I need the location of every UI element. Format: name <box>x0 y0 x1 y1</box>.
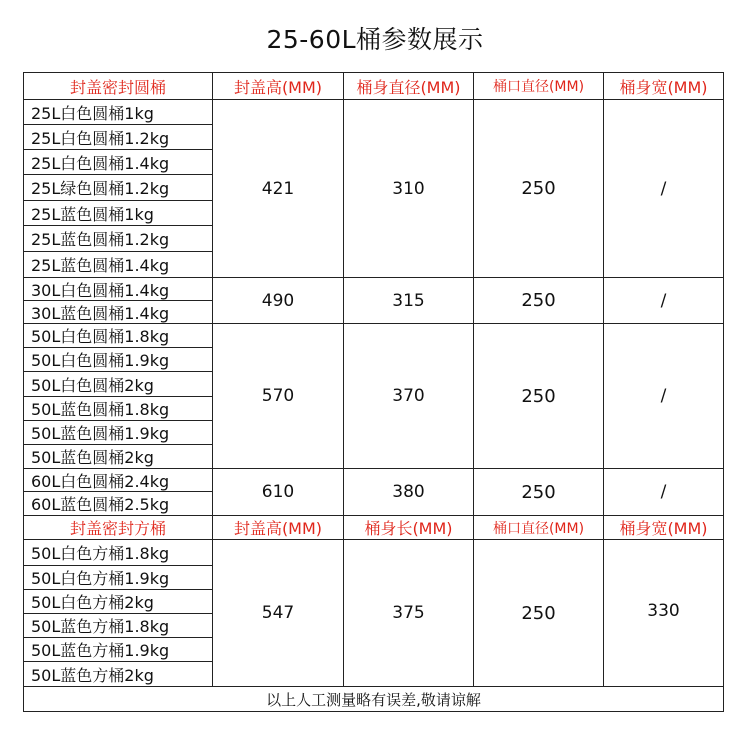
header-lid-height: 封盖高(MM) <box>233 77 323 97</box>
mouth-diameter-value: 250 <box>521 178 556 199</box>
header-square-bucket: 封盖密封方桶 <box>69 519 166 538</box>
list-item: 50L白色方桶1.9kg <box>31 569 170 588</box>
grid-line <box>723 72 724 712</box>
body-width-value: / <box>660 290 667 311</box>
list-item: 50L白色方桶1.8kg <box>31 544 170 563</box>
header-mouth-diameter: 桶口直径(MM) <box>492 79 585 95</box>
grid-line <box>23 711 724 712</box>
header-body-diameter: 桶身直径(MM) <box>356 77 461 97</box>
body-width-value: / <box>660 386 667 406</box>
body-length-value: 375 <box>392 603 425 623</box>
body-width-value: / <box>660 482 667 502</box>
lid-height-value: 490 <box>261 290 295 311</box>
list-item: 50L蓝色圆桶1.8kg <box>31 400 170 419</box>
list-item: 25L白色圆桶1.4kg <box>31 153 170 173</box>
body-diameter-value: 380 <box>392 482 425 502</box>
parameter-table <box>23 72 724 712</box>
lid-height-value: 610 <box>261 482 295 502</box>
page-title: 25-60L桶参数展示 <box>266 25 484 54</box>
list-item: 50L白色圆桶1.8kg <box>31 327 170 346</box>
header-body-length: 桶身长(MM) <box>364 519 453 538</box>
header-body-width: 桶身宽(MM) <box>619 77 708 97</box>
list-item: 50L蓝色方桶1.8kg <box>31 617 170 636</box>
header-body-width: 桶身宽(MM) <box>619 519 708 538</box>
list-item: 25L绿色圆桶1.2kg <box>31 179 170 198</box>
list-item: 50L白色圆桶1.9kg <box>31 351 170 370</box>
list-item: 60L白色圆桶2.4kg <box>31 471 170 491</box>
list-item: 25L蓝色圆桶1.4kg <box>31 256 170 275</box>
list-item: 30L白色圆桶1.4kg <box>31 280 170 300</box>
body-width-value: 330 <box>647 601 680 621</box>
list-item: 60L蓝色圆桶2.5kg <box>31 495 170 514</box>
mouth-diameter-value: 250 <box>521 385 556 407</box>
list-item: 50L蓝色圆桶2kg <box>31 448 154 467</box>
header-round-bucket: 封盖密封圆桶 <box>69 77 166 97</box>
list-item: 50L蓝色圆桶1.9kg <box>31 424 170 443</box>
list-item: 25L白色圆桶1.2kg <box>31 128 170 148</box>
list-item: 30L蓝色圆桶1.4kg <box>31 303 170 323</box>
mouth-diameter-value: 250 <box>521 602 556 624</box>
footer-note: 以上人工测量略有误差,敬请谅解 <box>266 690 481 709</box>
list-item: 50L蓝色方桶2kg <box>31 665 154 685</box>
lid-height-value: 421 <box>261 178 295 199</box>
mouth-diameter-value: 250 <box>521 290 556 311</box>
list-item: 50L白色圆桶2kg <box>31 375 154 395</box>
lid-height-value: 547 <box>261 603 295 623</box>
mouth-diameter-value: 250 <box>521 481 556 503</box>
list-item: 25L白色圆桶1kg <box>31 103 154 123</box>
list-item: 50L白色方桶2kg <box>31 593 154 612</box>
body-diameter-value: 370 <box>392 386 425 406</box>
body-diameter-value: 315 <box>392 290 425 311</box>
header-lid-height: 封盖高(MM) <box>233 519 323 538</box>
header-mouth-diameter: 桶口直径(MM) <box>492 520 585 537</box>
body-diameter-value: 310 <box>392 178 425 199</box>
list-item: 25L蓝色圆桶1kg <box>31 204 154 224</box>
body-width-value: / <box>660 178 667 199</box>
list-item: 50L蓝色方桶1.9kg <box>31 641 170 660</box>
lid-height-value: 570 <box>261 386 295 406</box>
list-item: 25L蓝色圆桶1.2kg <box>31 230 170 249</box>
